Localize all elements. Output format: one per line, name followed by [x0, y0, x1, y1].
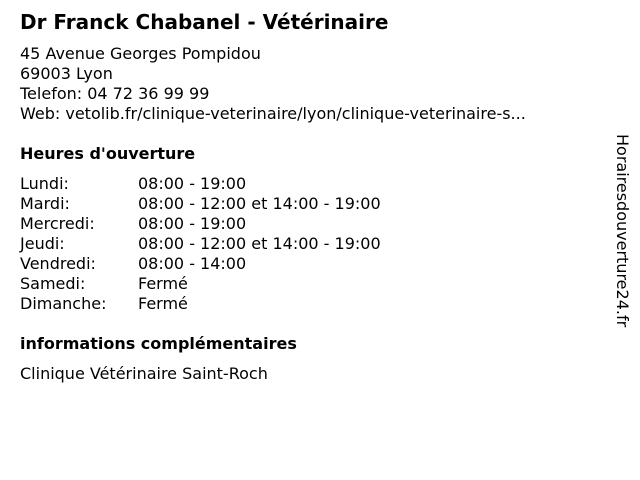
- day-hours: 08:00 - 19:00: [138, 174, 247, 193]
- info-text: Clinique Vétérinaire Saint-Roch: [20, 364, 268, 383]
- city-address: 69003 Lyon: [20, 64, 113, 83]
- day-label: Mercredi:: [20, 214, 95, 233]
- hours-heading: Heures d'ouverture: [20, 144, 196, 163]
- day-hours: 08:00 - 19:00: [138, 214, 247, 233]
- page-title: Dr Franck Chabanel - Vétérinaire: [20, 10, 389, 34]
- day-hours: Fermé: [138, 274, 188, 293]
- address-block: [20, 44, 526, 124]
- day-label: Samedi:: [20, 274, 86, 293]
- day-hours: 08:00 - 12:00 et 14:00 - 19:00: [138, 234, 381, 253]
- day-label: Vendredi:: [20, 254, 96, 273]
- day-hours: 08:00 - 14:00: [138, 254, 247, 273]
- day-label: Mardi:: [20, 194, 70, 213]
- info-heading: informations complémentaires: [20, 334, 297, 353]
- day-hours: Fermé: [138, 294, 188, 313]
- day-label: Lundi:: [20, 174, 69, 193]
- day-hours: 08:00 - 12:00 et 14:00 - 19:00: [138, 194, 381, 213]
- web-address: Web: vetolib.fr/clinique-veterinaire/lyon/clinique-veterinaire-s...: [20, 104, 526, 123]
- phone-number: Telefon: 04 72 36 99 99: [20, 84, 210, 103]
- day-label: Jeudi:: [20, 234, 65, 253]
- street-address: 45 Avenue Georges Pompidou: [20, 44, 261, 63]
- site-watermark: Horairesdouverture24.fr: [613, 134, 632, 328]
- day-label: Dimanche:: [20, 294, 107, 313]
